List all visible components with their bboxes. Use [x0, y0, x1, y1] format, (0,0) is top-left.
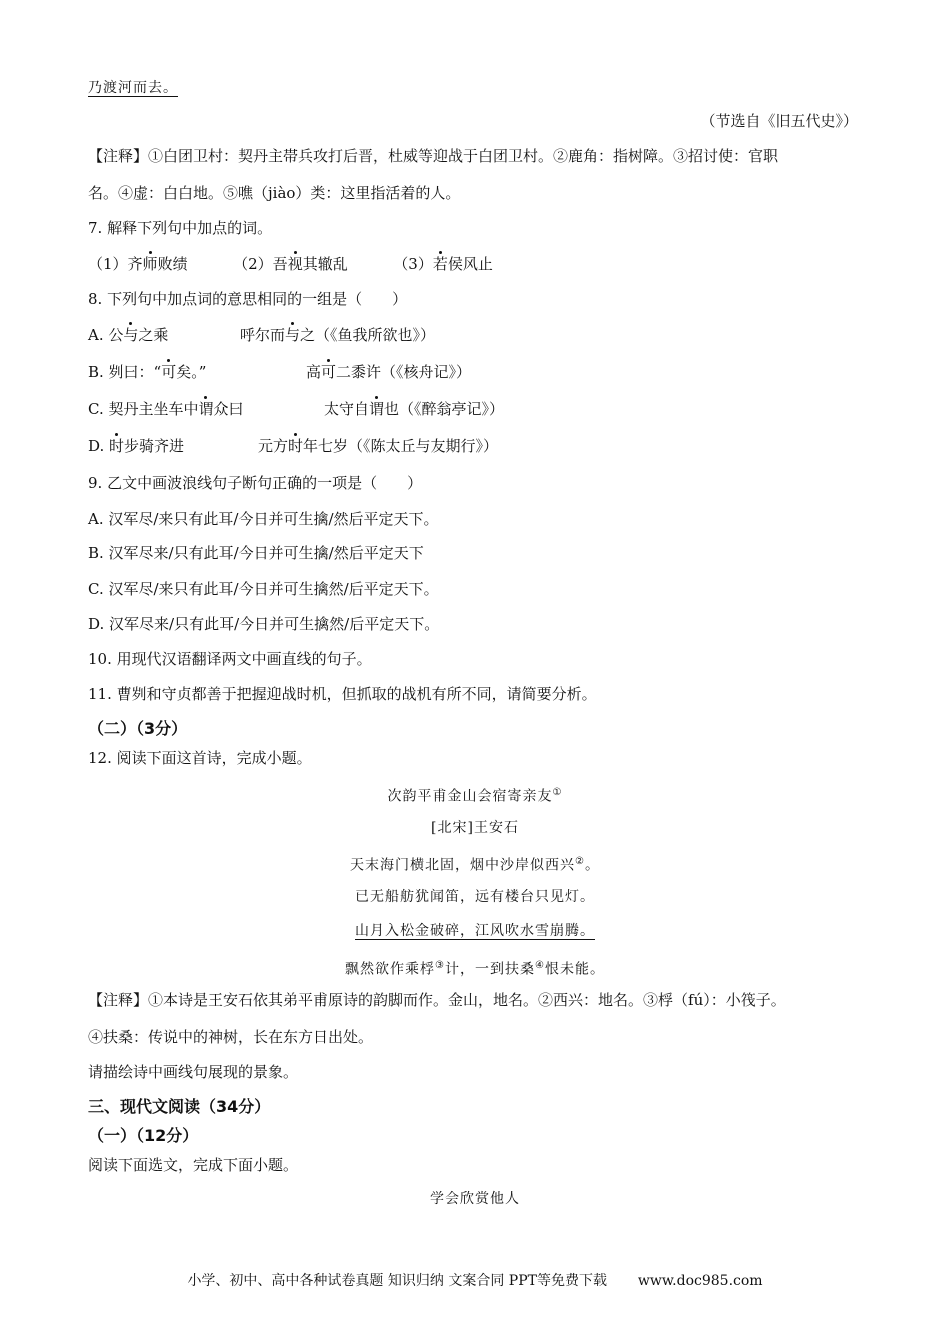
read-instruction: 阅读下面选文，完成下面小题。: [88, 1156, 299, 1174]
q8-c-right-pre: 太守自: [324, 400, 370, 418]
q8-b-right-post: 二黍许（《核舟记》）: [336, 363, 472, 381]
note1-line2: 名。④虚：白白地。⑤噍（jiào）类：这里指活着的人。: [88, 184, 461, 202]
source-citation: （节选自《旧五代史》）: [700, 112, 858, 130]
q7-item2-post: 其辙乱: [302, 255, 348, 273]
q7-item3-dot: 若: [432, 255, 448, 273]
q7-item2: [233, 255, 348, 273]
q9-option-c: C. 汉军尽/来只有此耳/今日并可生擒然/后平定天下。: [88, 580, 439, 598]
passage-end-text: 乃渡河而去。: [88, 80, 178, 96]
q8-a-left-post: 之乘: [138, 326, 169, 344]
q8-b-left-pre: B. 刿曰：“: [88, 363, 162, 381]
q8-d-left-post: 步骑齐进: [124, 437, 185, 455]
poem-line4-c: 恨未能。: [544, 961, 605, 978]
q8-c-left-post: 众曰: [213, 400, 244, 418]
q8-b-right-dot: 可: [321, 363, 337, 381]
passage-end: [88, 78, 178, 98]
poem-line4-sup1: ③: [435, 960, 445, 971]
poem-line1: [0, 852, 950, 876]
q11-stem: 11. 曹刿和守贞都善于把握迎战时机，但抓取的战机有所不同，请简要分析。: [88, 685, 597, 703]
q8-c-right-dot: 谓: [369, 400, 385, 418]
q7-item1-pre: （1）齐: [88, 255, 143, 273]
poem-author: [北宋]王安石: [431, 820, 519, 836]
poem-title-sup: ①: [552, 787, 563, 798]
footer-text: 小学、初中、高中各种试卷真题 知识归纳 文案合同 PPT等免费下载: [187, 1273, 607, 1289]
q8-c-right-post: 也（《醉翁亭记》）: [384, 400, 505, 418]
q8-a-left-pre: A. 公: [88, 326, 124, 344]
q8-a-left-dot: 与: [123, 326, 139, 344]
q8-d-right-pre: 元方: [258, 437, 289, 455]
q8-b-right-pre: 高: [306, 363, 322, 381]
poem-line2: 已无船舫犹闻笛，远有楼台只见灯。: [355, 889, 595, 905]
q9-option-a: A. 汉军尽/来只有此耳/今日并可生擒/然后平定天下。: [88, 510, 439, 528]
q9-stem: 9. 乙文中画波浪线句子断句正确的一项是（ ）: [88, 474, 423, 492]
poem-line1-text: 天末海门横北固，烟中沙岸似西兴: [350, 857, 576, 874]
q7-item3-post: 侯风止: [447, 255, 493, 273]
q7-item3: [393, 255, 493, 273]
poem-note-label: 【注释】: [88, 991, 149, 1009]
poem-line3-text: 山月入松金破碎，江风吹水雪崩腾。: [355, 923, 595, 939]
page-footer: [0, 1270, 950, 1290]
poem-line3: [0, 921, 950, 941]
q9-option-d: D. 汉军尽来/只有此耳/今日并可生擒然/后平定天下。: [88, 615, 440, 633]
section2-heading: （二）（3分）: [88, 719, 188, 738]
note1-text1: ①白团卫村：契丹主帯兵攻打后晋，杜威等迎战于白团卫村。②鹿角：指树障。③招讨使：官职: [148, 147, 779, 165]
poem-line4-sup2: ④: [535, 960, 545, 971]
q8-d-left-dot: 时: [109, 437, 125, 455]
q8-b-left-dot: 可: [161, 363, 177, 381]
poem-line1-sup: ②: [575, 856, 585, 867]
poem-note-line1: [88, 990, 786, 1010]
poem-title: [0, 783, 950, 807]
poem-note-text1: ①本诗是王安石依其弟平甫原诗的韵脚而作。金山，地名。②西兴：地名。③桴（fú）：小筏子。: [148, 991, 786, 1009]
q12-question: 请描绘诗中画线句展现的景象。: [88, 1063, 299, 1081]
article-title: 学会欣赏他人: [430, 1191, 520, 1207]
q7-item2-dot: 视: [287, 255, 303, 273]
poem-line4: [0, 956, 950, 980]
q8-b-left-post: 矣。”: [176, 363, 207, 381]
q8-a-right-dot: 与: [285, 326, 301, 344]
footer-url[interactable]: www.doc985.com: [637, 1273, 763, 1289]
note1-label: 【注释】: [88, 147, 149, 165]
q8-c-left-dot: 谓: [198, 400, 214, 418]
poem-title-text: 次韵平甫金山会宿寄亲友: [387, 788, 553, 805]
q8-d-right-dot: 时: [288, 437, 304, 455]
q7-item1: [88, 255, 188, 273]
q7-item1-post: 败绩: [157, 255, 188, 273]
q8-option-a: [88, 325, 435, 345]
poem-line4-a: 飘然欲作乘桴: [345, 961, 436, 978]
section3-heading: 三、现代文阅读（34分）: [88, 1097, 271, 1116]
q7-items: [88, 254, 493, 274]
q8-stem: 8. 下列句中加点词的意思相同的一组是（ ）: [88, 290, 408, 308]
q8-option-d: [88, 436, 498, 456]
q8-a-right-post: 之（《鱼我所欲也》）: [300, 326, 436, 344]
q9-option-b: B. 汉军尽来/只有此耳/今日并可生擒/然后平定天下: [88, 544, 424, 562]
poem-line1-end: 。: [584, 857, 600, 874]
q7-item3-pre: （3）: [393, 255, 433, 273]
poem-line4-b: 计，一到扶桑: [445, 961, 535, 978]
q10-stem: 10. 用现代汉语翻译两文中画直线的句子。: [88, 650, 372, 668]
q7-stem: 7. 解释下列句中加点的词。: [88, 219, 273, 237]
q8-d-left-pre: D.: [88, 437, 110, 455]
q12-stem: 12. 阅读下面这首诗，完成小题。: [88, 749, 312, 767]
q8-d-right-post: 年七岁（《陈太丘与友期行》）: [303, 437, 499, 455]
q7-item2-pre: （2）吾: [233, 255, 288, 273]
q8-a-right-pre: 呼尔而: [240, 326, 286, 344]
q8-option-b: [88, 362, 471, 382]
q8-c-left-pre: C. 契丹主坐车中: [88, 400, 199, 418]
q8-option-c: [88, 399, 504, 419]
section3-sub-heading: （一）（12分）: [88, 1126, 199, 1145]
q7-item1-dot: 师: [142, 255, 158, 273]
note1-line1: [88, 146, 778, 166]
poem-note-line2: ④扶桑：传说中的神树，长在东方日出处。: [88, 1028, 374, 1046]
